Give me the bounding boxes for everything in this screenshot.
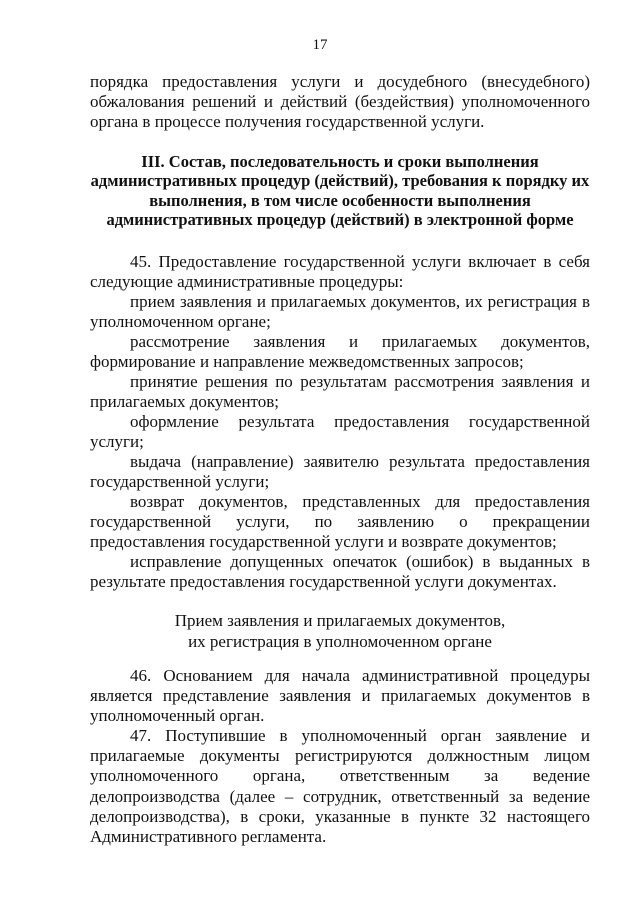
procedure-item-6: возврат документов, представленных для предоставления государственной услуги, по заявлению о прекращении предоставления государственной услуги и возврате документов; (90, 492, 590, 552)
page-number: 17 (312, 37, 328, 53)
subsection-heading-line-2: их регистрация в уполномоченном органе (188, 631, 492, 651)
procedure-item-2: рассмотрение заявления и прилагаемых документов, формирование и направление межведомственных запросов; (90, 332, 590, 372)
subsection-heading-line-1: Прием заявления и прилагаемых документов, (174, 611, 506, 630)
subsection-heading (90, 611, 590, 652)
procedure-item-1: прием заявления и прилагаемых документов, их регистрация в уполномоченном органе; (90, 292, 590, 332)
section-heading: III. Состав, последовательность и сроки выполнения административных процедур (действий), требования к порядку их выполнения, в том числе особенности выполнения административных процедур (действий) в электронной форме (90, 152, 590, 229)
procedure-item-3: принятие решения по результатам рассмотрения заявления и прилагаемых документов; (90, 372, 590, 412)
item-46-paragraph: 46. Основанием для начала административной процедуры является представление заявления и прилагаемых документов в уполномоченный орган. (90, 666, 590, 726)
procedure-item-4: оформление результата предоставления государственной услуги; (90, 412, 590, 452)
procedure-item-5: выдача (направление) заявителю результата предоставления государственной услуги; (90, 452, 590, 492)
procedure-item-7: исправление допущенных опечаток (ошибок) в выданных в результате предоставления государственной услуги документах. (90, 552, 590, 592)
item-45-intro: 45. Предоставление государственной услуги включает в себя следующие административные процедуры: (90, 252, 590, 292)
item-47-paragraph: 47. Поступившие в уполномоченный орган заявление и прилагаемые документы регистрируются должностным лицом уполномоченного органа, ответственным за ведение делопроизводства (далее – сотрудник, ответственный за ведение делопроизводства), в сроки, указанные в пункте 32 настоящего Административного регламента. (90, 726, 590, 847)
intro-paragraph: порядка предоставления услуги и досудебного (внесудебного) обжалования решений и действий (бездействия) уполномоченного органа в процессе получения государственной услуги. (90, 72, 590, 132)
